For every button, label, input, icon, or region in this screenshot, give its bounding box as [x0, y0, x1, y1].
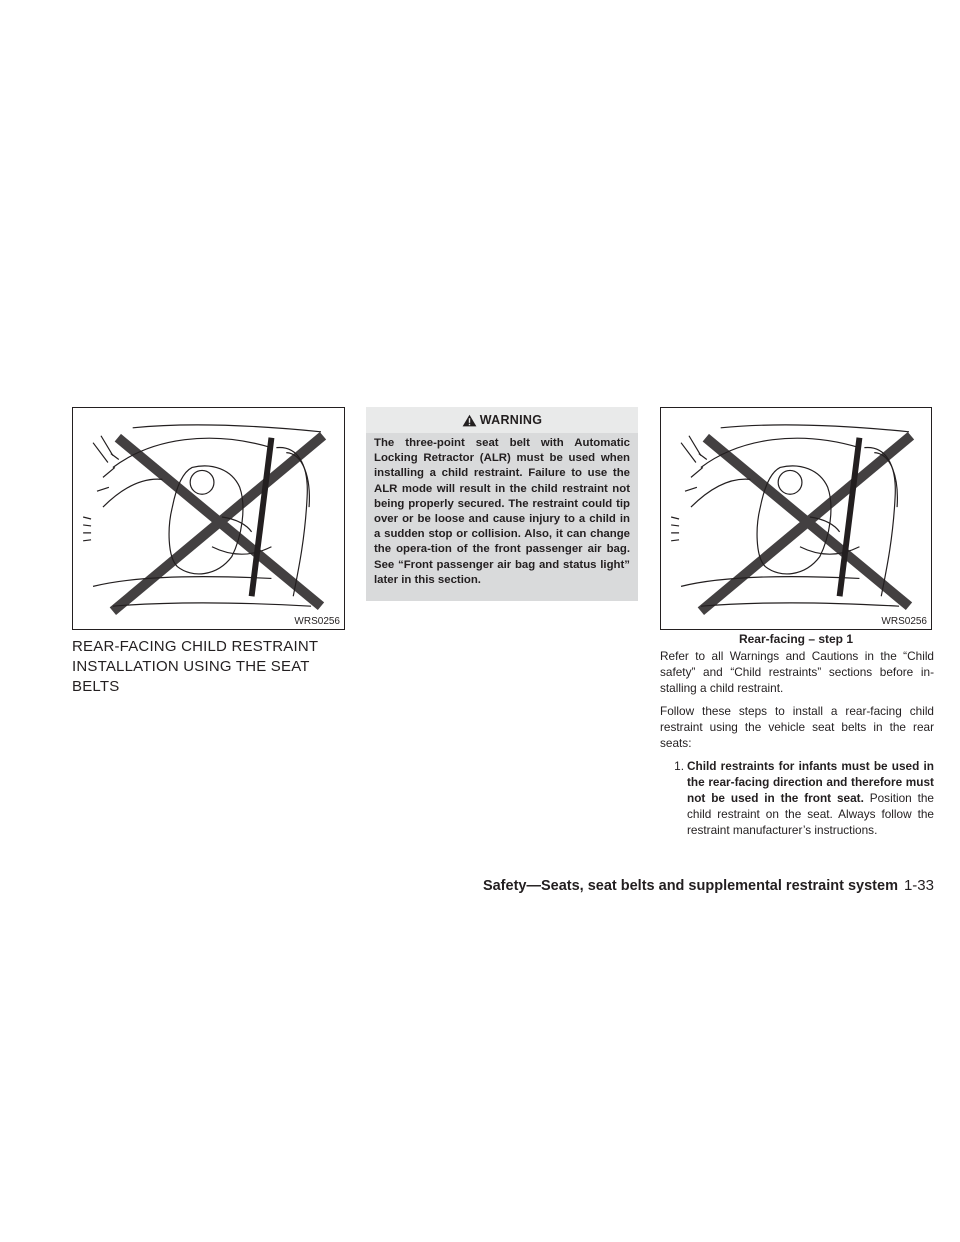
rear-facing-seat-illustration: [73, 408, 344, 629]
step-item: [660, 758, 934, 838]
figure-code: WRS0256: [881, 616, 927, 627]
body-text: [660, 648, 934, 838]
footer-title: Safety—Seats, seat belts and supplemental restraint system: [482, 878, 898, 894]
warning-text: The three-point seat belt with Automatic Locking Retractor (ALR) must be used when installing a child restraint. Failure to use the ALR mode will result in the child restraint not being properly secured. The restraint could tip over or be loose and cause injury to a child in a sudden stop or collision. Also, it can change the opera-tion of the front passenger air bag. See “Front passenger air bag and status light” later in this section.: [374, 437, 630, 586]
page-number: 1-33: [903, 877, 934, 894]
illustration-right: [660, 407, 932, 630]
step-text: [687, 758, 934, 838]
paragraph: Refer to all Warnings and Cautions in the “Child safety” and “Child restraints” sections before in-stalling a child restraint.: [660, 649, 934, 695]
paragraph: Follow these steps to install a rear-facing child restraint using the vehicle seat belts in the rear seats:: [660, 704, 934, 750]
figure-code: WRS0256: [294, 616, 340, 627]
rear-facing-step1-illustration: [661, 408, 931, 629]
page-footer: [446, 877, 934, 894]
section-heading: REAR-FACING CHILD RESTRAINT INSTALLATION USING THE SEAT BELTS: [72, 638, 318, 695]
step-number: 1.: [674, 759, 684, 773]
warning-title: WARNING: [479, 413, 543, 427]
warning-box: [366, 407, 638, 601]
figure-caption: Rear-facing – step 1: [738, 632, 854, 646]
illustration-left: [72, 407, 345, 630]
warning-header: [366, 407, 638, 433]
warning-triangle-icon: [462, 414, 477, 427]
step-plain-text: Position the child restraint on the seat. Always follow the restraint manufacturer’s instructions.: [687, 791, 934, 837]
step-bold-text: Child restraints for infants must be used in the rear-facing direction and therefore must not be used in the front seat.: [687, 759, 934, 805]
